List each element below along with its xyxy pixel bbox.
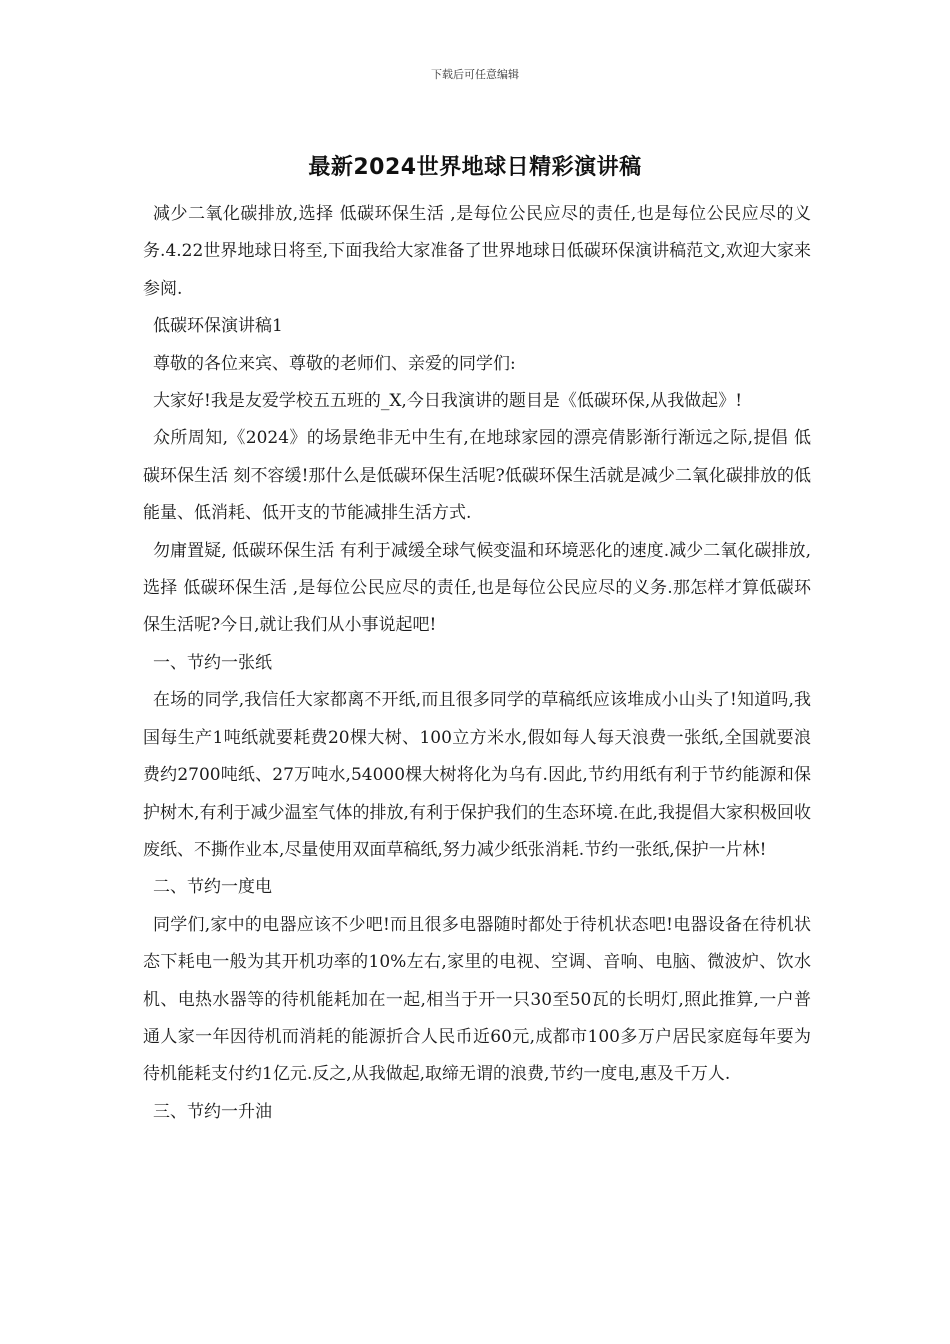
paragraph: 大家好!我是友爱学校五五班的_X,今日我演讲的题目是《低碳环保,从我做起》! [153, 391, 743, 412]
speech-heading: 低碳环保演讲稿1 [153, 316, 283, 337]
paragraph: 勿庸置疑, 低碳环保生活 有利于减缓全球气候变温和环境恶化的速度.减少二氧化碳排放,选择 低碳环保生活 ,是每位公民应尽的责任,也是每位公民应尽的义务.那怎样才算低碳环保生活呢?今日,就让我们从小事说起吧! [143, 540, 811, 636]
section-heading: 一、节约一张纸 [153, 652, 272, 673]
paragraph: 在场的同学,我信任大家都离不开纸,而且很多同学的草稿纸应该堆成小山头了!知道吗,我国每生产1吨纸就要耗费20棵大树、100立方米水,假如每人每天浪费一张纸,全国就要浪费约2700吨纸、27万吨水,54000棵大树将化为乌有.因此,节约用纸有利于节约能源和保护树木,有利于减少温室气体的排放,有利于保护我们的生态环境.在此,我提倡大家积极回收废纸、不撕作业本,尽量使用双面草稿纸,努力减少纸张消耗.节约一张纸,保护一片林! [143, 690, 811, 860]
intro-paragraph: 减少二氧化碳排放,选择 低碳环保生活 ,是每位公民应尽的责任,也是每位公民应尽的义务.4.22世界地球日将至,下面我给大家准备了世界地球日低碳环保演讲稿范文,欢迎大家来参阅. [143, 204, 811, 299]
paragraph: 同学们,家中的电器应该不少吧!而且很多电器随时都处于待机状态吧!电器设备在待机状态下耗电一般为其开机功率的10%左右,家里的电视、空调、音响、电脑、微波炉、饮水机、电热水器等的待机能耗加在一起,相当于开一只30至50瓦的长明灯,照此推算,一户普通人家一年因待机而消耗的能源折合人民币近60元,成都市100多万户居民家庭每年要为待机能耗支付约1亿元.反之,从我做起,取缔无谓的浪费,节约一度电,惠及千万人. [143, 914, 811, 1085]
section-heading: 二、节约一度电 [153, 877, 272, 898]
document-body [143, 196, 811, 1131]
document-title: 最新2024世界地球日精彩演讲稿 [308, 155, 642, 180]
header-note: 下载后可任意编辑 [431, 68, 519, 81]
paragraph: 众所周知,《2024》的场景绝非无中生有,在地球家园的漂亮倩影渐行渐远之际,提倡 低碳环保生活 刻不容缓!那什么是低碳环保生活呢?低碳环保生活就是减少二氧化碳排放的低能量、低消耗、低开支的节能减排生活方式. [143, 428, 811, 524]
salutation: 尊敬的各位来宾、尊敬的老师们、亲爱的同学们: [153, 353, 516, 374]
section-heading: 三、节约一升油 [153, 1101, 272, 1122]
